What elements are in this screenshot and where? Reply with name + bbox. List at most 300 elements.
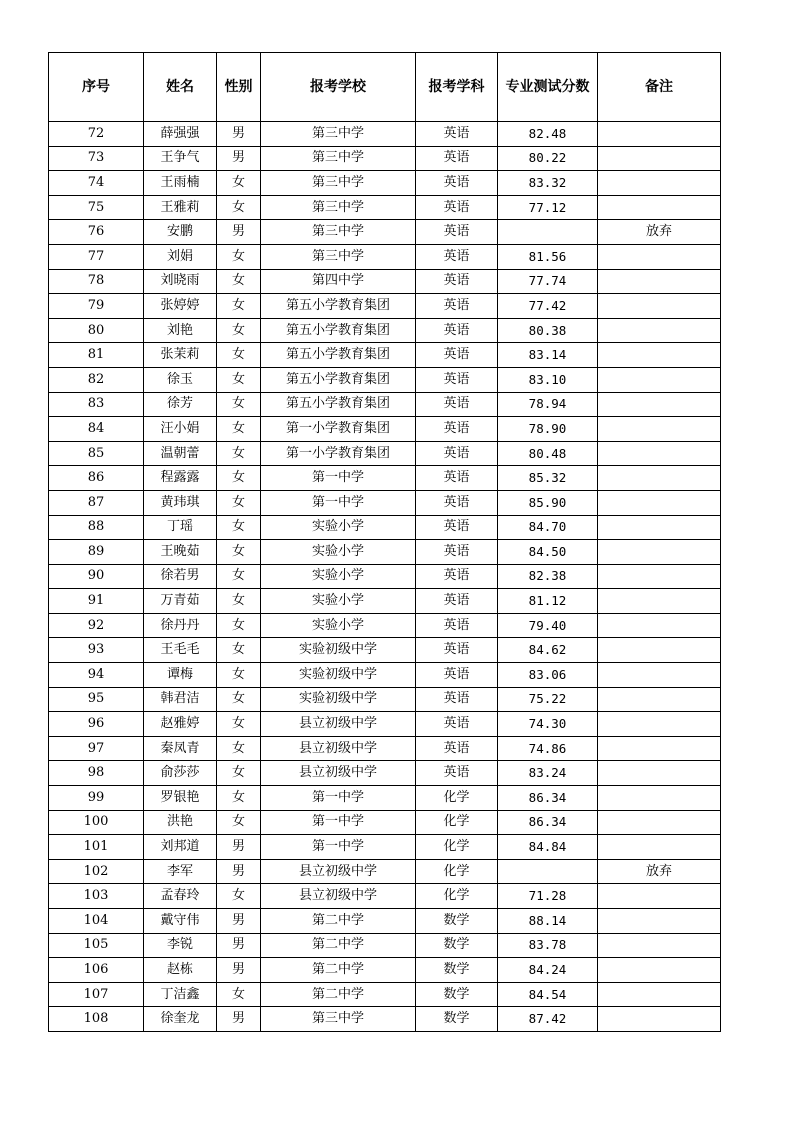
cell-score: 80.22 bbox=[498, 146, 598, 171]
cell-name: 万青茹 bbox=[144, 589, 217, 614]
cell-number: 93 bbox=[49, 638, 144, 663]
table-row bbox=[49, 909, 721, 934]
cell-name: 王晚茹 bbox=[144, 540, 217, 565]
cell-score: 81.56 bbox=[498, 244, 598, 269]
cell-number: 91 bbox=[49, 589, 144, 614]
cell-number: 105 bbox=[49, 933, 144, 958]
cell-score: 87.42 bbox=[498, 1007, 598, 1032]
cell-school: 第二中学 bbox=[261, 982, 416, 1007]
cell-school: 第三中学 bbox=[261, 1007, 416, 1032]
cell-note bbox=[598, 933, 721, 958]
cell-name: 徐奎龙 bbox=[144, 1007, 217, 1032]
table-row bbox=[49, 146, 721, 171]
cell-subject: 英语 bbox=[416, 269, 498, 294]
cell-name: 刘邦道 bbox=[144, 835, 217, 860]
cell-number: 98 bbox=[49, 761, 144, 786]
cell-note bbox=[598, 909, 721, 934]
cell-name: 汪小娟 bbox=[144, 417, 217, 442]
cell-gender: 女 bbox=[217, 687, 261, 712]
cell-number: 72 bbox=[49, 122, 144, 147]
cell-name: 徐玉 bbox=[144, 367, 217, 392]
cell-score: 77.12 bbox=[498, 195, 598, 220]
score-table bbox=[48, 52, 721, 1032]
cell-note bbox=[598, 195, 721, 220]
cell-subject: 英语 bbox=[416, 589, 498, 614]
table-row bbox=[49, 122, 721, 147]
table-row bbox=[49, 343, 721, 368]
cell-number: 103 bbox=[49, 884, 144, 909]
cell-score: 84.54 bbox=[498, 982, 598, 1007]
cell-school: 实验初级中学 bbox=[261, 638, 416, 663]
cell-number: 77 bbox=[49, 244, 144, 269]
cell-school: 第一中学 bbox=[261, 810, 416, 835]
table-row bbox=[49, 220, 721, 245]
cell-number: 96 bbox=[49, 712, 144, 737]
cell-name: 罗银艳 bbox=[144, 786, 217, 811]
cell-subject: 英语 bbox=[416, 490, 498, 515]
cell-gender: 男 bbox=[217, 220, 261, 245]
cell-name: 张茉莉 bbox=[144, 343, 217, 368]
cell-note bbox=[598, 466, 721, 491]
cell-name: 秦凤青 bbox=[144, 736, 217, 761]
cell-number: 101 bbox=[49, 835, 144, 860]
cell-note bbox=[598, 417, 721, 442]
cell-score: 84.70 bbox=[498, 515, 598, 540]
cell-name: 徐若男 bbox=[144, 564, 217, 589]
cell-school: 第三中学 bbox=[261, 171, 416, 196]
cell-number: 78 bbox=[49, 269, 144, 294]
cell-subject: 化学 bbox=[416, 786, 498, 811]
cell-note bbox=[598, 663, 721, 688]
cell-score: 78.94 bbox=[498, 392, 598, 417]
cell-name: 刘娟 bbox=[144, 244, 217, 269]
cell-note: 放弃 bbox=[598, 220, 721, 245]
cell-score: 77.74 bbox=[498, 269, 598, 294]
cell-name: 王争气 bbox=[144, 146, 217, 171]
cell-school: 第三中学 bbox=[261, 195, 416, 220]
cell-number: 107 bbox=[49, 982, 144, 1007]
cell-school: 第三中学 bbox=[261, 220, 416, 245]
cell-gender: 女 bbox=[217, 515, 261, 540]
cell-name: 戴守伟 bbox=[144, 909, 217, 934]
table-row bbox=[49, 884, 721, 909]
cell-score: 83.24 bbox=[498, 761, 598, 786]
cell-gender: 女 bbox=[217, 564, 261, 589]
cell-number: 82 bbox=[49, 367, 144, 392]
cell-gender: 男 bbox=[217, 859, 261, 884]
cell-school: 县立初级中学 bbox=[261, 859, 416, 884]
cell-note: 放弃 bbox=[598, 859, 721, 884]
cell-school: 第二中学 bbox=[261, 909, 416, 934]
cell-note bbox=[598, 564, 721, 589]
cell-number: 88 bbox=[49, 515, 144, 540]
cell-score: 74.30 bbox=[498, 712, 598, 737]
cell-note bbox=[598, 318, 721, 343]
header-name: 姓名 bbox=[144, 53, 217, 122]
cell-number: 76 bbox=[49, 220, 144, 245]
cell-name: 赵栋 bbox=[144, 958, 217, 983]
cell-note bbox=[598, 736, 721, 761]
cell-gender: 女 bbox=[217, 171, 261, 196]
cell-gender: 女 bbox=[217, 663, 261, 688]
table-row bbox=[49, 712, 721, 737]
cell-school: 第一中学 bbox=[261, 466, 416, 491]
table-row bbox=[49, 810, 721, 835]
cell-gender: 女 bbox=[217, 318, 261, 343]
cell-number: 75 bbox=[49, 195, 144, 220]
table-row bbox=[49, 564, 721, 589]
table-row bbox=[49, 490, 721, 515]
cell-score: 80.48 bbox=[498, 441, 598, 466]
cell-note bbox=[598, 171, 721, 196]
table-row bbox=[49, 540, 721, 565]
header-subject: 报考学科 bbox=[416, 53, 498, 122]
cell-number: 89 bbox=[49, 540, 144, 565]
cell-name: 李锐 bbox=[144, 933, 217, 958]
cell-number: 94 bbox=[49, 663, 144, 688]
cell-subject: 英语 bbox=[416, 736, 498, 761]
cell-note bbox=[598, 638, 721, 663]
cell-subject: 英语 bbox=[416, 712, 498, 737]
cell-subject: 化学 bbox=[416, 835, 498, 860]
cell-score: 83.78 bbox=[498, 933, 598, 958]
cell-school: 实验小学 bbox=[261, 515, 416, 540]
cell-name: 韩君洁 bbox=[144, 687, 217, 712]
cell-number: 74 bbox=[49, 171, 144, 196]
cell-score: 82.48 bbox=[498, 122, 598, 147]
cell-name: 丁瑶 bbox=[144, 515, 217, 540]
cell-number: 86 bbox=[49, 466, 144, 491]
cell-score: 79.40 bbox=[498, 613, 598, 638]
cell-name: 安鹏 bbox=[144, 220, 217, 245]
cell-number: 92 bbox=[49, 613, 144, 638]
cell-score: 71.28 bbox=[498, 884, 598, 909]
cell-school: 实验小学 bbox=[261, 564, 416, 589]
cell-name: 刘艳 bbox=[144, 318, 217, 343]
cell-school: 第一中学 bbox=[261, 786, 416, 811]
cell-note bbox=[598, 244, 721, 269]
cell-school: 第五小学教育集团 bbox=[261, 318, 416, 343]
cell-subject: 英语 bbox=[416, 441, 498, 466]
table-row bbox=[49, 269, 721, 294]
cell-gender: 女 bbox=[217, 540, 261, 565]
cell-name: 赵雅婷 bbox=[144, 712, 217, 737]
cell-school: 第二中学 bbox=[261, 933, 416, 958]
table-row bbox=[49, 392, 721, 417]
cell-note bbox=[598, 958, 721, 983]
cell-name: 薛强强 bbox=[144, 122, 217, 147]
cell-note bbox=[598, 786, 721, 811]
cell-gender: 女 bbox=[217, 195, 261, 220]
cell-name: 徐丹丹 bbox=[144, 613, 217, 638]
cell-score: 83.14 bbox=[498, 343, 598, 368]
cell-subject: 英语 bbox=[416, 171, 498, 196]
header-school: 报考学校 bbox=[261, 53, 416, 122]
cell-subject: 数学 bbox=[416, 958, 498, 983]
cell-number: 80 bbox=[49, 318, 144, 343]
cell-note bbox=[598, 613, 721, 638]
cell-name: 黄玮琪 bbox=[144, 490, 217, 515]
cell-gender: 女 bbox=[217, 786, 261, 811]
cell-number: 90 bbox=[49, 564, 144, 589]
cell-subject: 数学 bbox=[416, 1007, 498, 1032]
cell-gender: 男 bbox=[217, 958, 261, 983]
cell-subject: 英语 bbox=[416, 564, 498, 589]
header-row bbox=[49, 53, 721, 122]
cell-gender: 男 bbox=[217, 122, 261, 147]
cell-subject: 英语 bbox=[416, 294, 498, 319]
cell-subject: 英语 bbox=[416, 220, 498, 245]
cell-number: 81 bbox=[49, 343, 144, 368]
cell-subject: 英语 bbox=[416, 466, 498, 491]
cell-gender: 女 bbox=[217, 490, 261, 515]
cell-gender: 女 bbox=[217, 884, 261, 909]
cell-gender: 女 bbox=[217, 367, 261, 392]
table-row bbox=[49, 294, 721, 319]
cell-number: 104 bbox=[49, 909, 144, 934]
table-row bbox=[49, 318, 721, 343]
cell-school: 实验小学 bbox=[261, 540, 416, 565]
cell-subject: 英语 bbox=[416, 146, 498, 171]
cell-subject: 英语 bbox=[416, 195, 498, 220]
cell-gender: 女 bbox=[217, 736, 261, 761]
cell-note bbox=[598, 515, 721, 540]
cell-note bbox=[598, 540, 721, 565]
cell-gender: 女 bbox=[217, 343, 261, 368]
cell-number: 83 bbox=[49, 392, 144, 417]
cell-name: 徐芳 bbox=[144, 392, 217, 417]
table-row bbox=[49, 171, 721, 196]
cell-name: 温朝蕾 bbox=[144, 441, 217, 466]
cell-gender: 女 bbox=[217, 638, 261, 663]
cell-school: 第一小学教育集团 bbox=[261, 417, 416, 442]
cell-school: 县立初级中学 bbox=[261, 736, 416, 761]
table-row bbox=[49, 1007, 721, 1032]
cell-subject: 化学 bbox=[416, 884, 498, 909]
table-row bbox=[49, 982, 721, 1007]
cell-name: 王毛毛 bbox=[144, 638, 217, 663]
cell-score bbox=[498, 220, 598, 245]
cell-school: 第五小学教育集团 bbox=[261, 392, 416, 417]
cell-subject: 英语 bbox=[416, 613, 498, 638]
table-row bbox=[49, 466, 721, 491]
cell-school: 第一中学 bbox=[261, 490, 416, 515]
cell-note bbox=[598, 835, 721, 860]
table-row bbox=[49, 859, 721, 884]
cell-number: 106 bbox=[49, 958, 144, 983]
table-row bbox=[49, 589, 721, 614]
cell-score: 83.32 bbox=[498, 171, 598, 196]
cell-note bbox=[598, 589, 721, 614]
cell-note bbox=[598, 761, 721, 786]
cell-score: 81.12 bbox=[498, 589, 598, 614]
header-note: 备注 bbox=[598, 53, 721, 122]
cell-score: 84.24 bbox=[498, 958, 598, 983]
cell-subject: 化学 bbox=[416, 810, 498, 835]
table-row bbox=[49, 786, 721, 811]
cell-score: 85.32 bbox=[498, 466, 598, 491]
cell-gender: 女 bbox=[217, 613, 261, 638]
table-row bbox=[49, 367, 721, 392]
cell-score: 82.38 bbox=[498, 564, 598, 589]
cell-score: 84.84 bbox=[498, 835, 598, 860]
table-row bbox=[49, 441, 721, 466]
cell-note bbox=[598, 441, 721, 466]
table-body bbox=[49, 122, 721, 1032]
cell-gender: 女 bbox=[217, 466, 261, 491]
table-row bbox=[49, 195, 721, 220]
cell-school: 第三中学 bbox=[261, 244, 416, 269]
table-row bbox=[49, 958, 721, 983]
cell-note bbox=[598, 687, 721, 712]
table-row bbox=[49, 417, 721, 442]
cell-subject: 英语 bbox=[416, 122, 498, 147]
cell-score: 74.86 bbox=[498, 736, 598, 761]
cell-note bbox=[598, 343, 721, 368]
cell-number: 99 bbox=[49, 786, 144, 811]
cell-note bbox=[598, 810, 721, 835]
table-row bbox=[49, 736, 721, 761]
cell-subject: 英语 bbox=[416, 687, 498, 712]
cell-note bbox=[598, 712, 721, 737]
cell-subject: 英语 bbox=[416, 367, 498, 392]
cell-school: 实验初级中学 bbox=[261, 663, 416, 688]
table-row bbox=[49, 663, 721, 688]
cell-score: 83.06 bbox=[498, 663, 598, 688]
table-row bbox=[49, 933, 721, 958]
cell-subject: 化学 bbox=[416, 859, 498, 884]
cell-school: 县立初级中学 bbox=[261, 884, 416, 909]
cell-score: 85.90 bbox=[498, 490, 598, 515]
cell-score: 78.90 bbox=[498, 417, 598, 442]
cell-number: 95 bbox=[49, 687, 144, 712]
table-row bbox=[49, 687, 721, 712]
cell-gender: 女 bbox=[217, 441, 261, 466]
cell-name: 王雨楠 bbox=[144, 171, 217, 196]
cell-school: 县立初级中学 bbox=[261, 712, 416, 737]
cell-gender: 女 bbox=[217, 244, 261, 269]
cell-school: 第一中学 bbox=[261, 835, 416, 860]
cell-school: 县立初级中学 bbox=[261, 761, 416, 786]
cell-school: 第一小学教育集团 bbox=[261, 441, 416, 466]
cell-note bbox=[598, 367, 721, 392]
cell-gender: 女 bbox=[217, 294, 261, 319]
cell-note bbox=[598, 392, 721, 417]
cell-name: 李军 bbox=[144, 859, 217, 884]
table-row bbox=[49, 244, 721, 269]
cell-note bbox=[598, 122, 721, 147]
cell-gender: 男 bbox=[217, 146, 261, 171]
cell-subject: 英语 bbox=[416, 638, 498, 663]
cell-score: 88.14 bbox=[498, 909, 598, 934]
cell-gender: 女 bbox=[217, 589, 261, 614]
cell-score: 80.38 bbox=[498, 318, 598, 343]
cell-note bbox=[598, 269, 721, 294]
cell-subject: 数学 bbox=[416, 982, 498, 1007]
cell-school: 实验小学 bbox=[261, 589, 416, 614]
cell-score: 84.62 bbox=[498, 638, 598, 663]
cell-gender: 男 bbox=[217, 835, 261, 860]
cell-gender: 女 bbox=[217, 392, 261, 417]
cell-note bbox=[598, 982, 721, 1007]
cell-note bbox=[598, 490, 721, 515]
cell-number: 102 bbox=[49, 859, 144, 884]
cell-gender: 女 bbox=[217, 269, 261, 294]
cell-number: 87 bbox=[49, 490, 144, 515]
header-score: 专业测试分数 bbox=[498, 53, 598, 122]
cell-school: 第三中学 bbox=[261, 146, 416, 171]
cell-subject: 数学 bbox=[416, 909, 498, 934]
cell-subject: 英语 bbox=[416, 318, 498, 343]
cell-subject: 英语 bbox=[416, 417, 498, 442]
cell-score: 86.34 bbox=[498, 810, 598, 835]
cell-school: 实验初级中学 bbox=[261, 687, 416, 712]
table-row bbox=[49, 835, 721, 860]
cell-name: 俞莎莎 bbox=[144, 761, 217, 786]
cell-score: 77.42 bbox=[498, 294, 598, 319]
cell-number: 97 bbox=[49, 736, 144, 761]
cell-school: 第五小学教育集团 bbox=[261, 294, 416, 319]
cell-school: 第四中学 bbox=[261, 269, 416, 294]
cell-note bbox=[598, 294, 721, 319]
cell-name: 洪艳 bbox=[144, 810, 217, 835]
table-row bbox=[49, 613, 721, 638]
cell-name: 孟春玲 bbox=[144, 884, 217, 909]
cell-number: 73 bbox=[49, 146, 144, 171]
cell-number: 108 bbox=[49, 1007, 144, 1032]
cell-subject: 英语 bbox=[416, 244, 498, 269]
cell-school: 第五小学教育集团 bbox=[261, 343, 416, 368]
cell-note bbox=[598, 884, 721, 909]
cell-subject: 数学 bbox=[416, 933, 498, 958]
cell-subject: 英语 bbox=[416, 392, 498, 417]
cell-score: 83.10 bbox=[498, 367, 598, 392]
cell-gender: 女 bbox=[217, 712, 261, 737]
cell-school: 第二中学 bbox=[261, 958, 416, 983]
cell-gender: 男 bbox=[217, 909, 261, 934]
cell-gender: 女 bbox=[217, 417, 261, 442]
cell-subject: 英语 bbox=[416, 663, 498, 688]
cell-name: 谭梅 bbox=[144, 663, 217, 688]
cell-name: 程露露 bbox=[144, 466, 217, 491]
cell-number: 84 bbox=[49, 417, 144, 442]
cell-gender: 女 bbox=[217, 810, 261, 835]
cell-score bbox=[498, 859, 598, 884]
cell-name: 刘晓雨 bbox=[144, 269, 217, 294]
table-row bbox=[49, 515, 721, 540]
cell-number: 79 bbox=[49, 294, 144, 319]
cell-school: 第五小学教育集团 bbox=[261, 367, 416, 392]
cell-score: 75.22 bbox=[498, 687, 598, 712]
header-gender: 性别 bbox=[217, 53, 261, 122]
cell-school: 实验小学 bbox=[261, 613, 416, 638]
cell-school: 第三中学 bbox=[261, 122, 416, 147]
cell-note bbox=[598, 1007, 721, 1032]
cell-gender: 女 bbox=[217, 982, 261, 1007]
table-row bbox=[49, 638, 721, 663]
cell-gender: 女 bbox=[217, 761, 261, 786]
cell-number: 85 bbox=[49, 441, 144, 466]
cell-subject: 英语 bbox=[416, 540, 498, 565]
cell-gender: 男 bbox=[217, 1007, 261, 1032]
cell-subject: 英语 bbox=[416, 515, 498, 540]
cell-score: 86.34 bbox=[498, 786, 598, 811]
cell-note bbox=[598, 146, 721, 171]
cell-number: 100 bbox=[49, 810, 144, 835]
cell-name: 王雅莉 bbox=[144, 195, 217, 220]
table-row bbox=[49, 761, 721, 786]
cell-score: 84.50 bbox=[498, 540, 598, 565]
